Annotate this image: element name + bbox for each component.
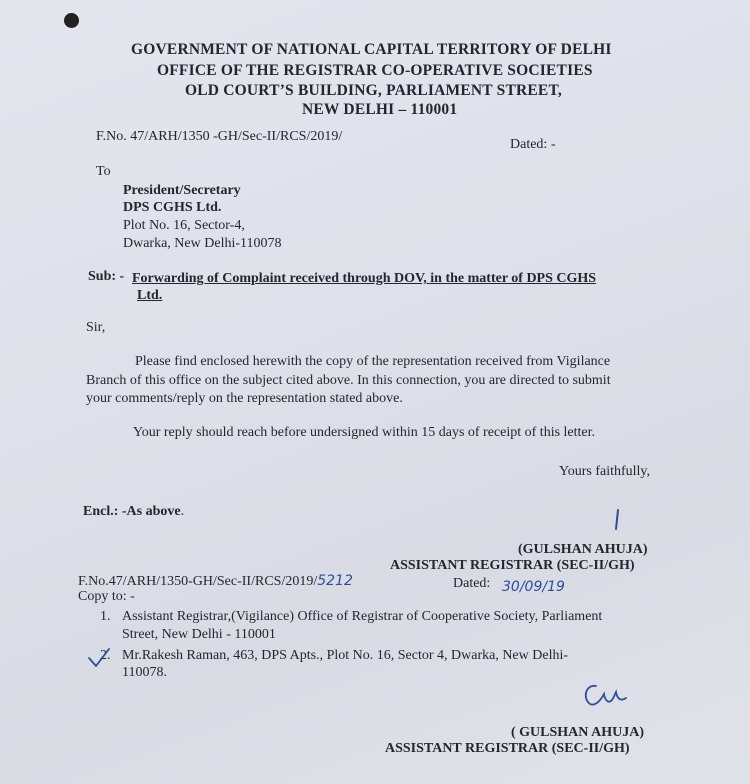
dated-field: Dated: - (510, 137, 556, 152)
subject-line-1: Forwarding of Complaint received through DOV, in the matter of DPS CGHS (132, 271, 597, 286)
copy-dated-label: Dated: (453, 576, 491, 591)
body-para1-line2: Branch of this office on the subject cited above. In this connection, you are directed to submit (86, 373, 611, 388)
copy-item-2-number: 2. (100, 648, 111, 663)
addressee-line-4: Dwarka, New Delhi-110078 (123, 236, 282, 251)
copy-file-number (78, 573, 353, 590)
header-line-3: OLD COURT’S BUILDING, PARLIAMENT STREET, (185, 82, 562, 99)
signatory2-title: ASSISTANT REGISTRAR (SEC-II/GH) (385, 741, 630, 756)
addressee-line-2: DPS CGHS Ltd. (123, 200, 222, 215)
signatory1-name: (GULSHAN AHUJA) (518, 542, 648, 557)
body-para1-line1: Please find enclosed herewith the copy of the representation received from Vigilance (135, 354, 611, 369)
header-line-1: GOVERNMENT OF NATIONAL CAPITAL TERRITORY OF DELHI (131, 41, 612, 58)
copy-item-2-line1: Mr.Rakesh Raman, 463, DPS Apts., Plot No. 16, Sector 4, Dwarka, New Delhi- (122, 648, 569, 663)
enclosure (83, 504, 184, 520)
copy-to-label: Copy to: - (78, 589, 135, 604)
enclosure-dot: . (180, 504, 185, 519)
header-line-2: OFFICE OF THE REGISTRAR CO-OPERATIVE SOCIETIES (157, 62, 593, 79)
copy-item-1-number: 1. (100, 609, 111, 624)
closing: Yours faithfully, (559, 464, 651, 479)
punch-hole (64, 13, 79, 28)
file-number: F.No. 47/ARH/1350 -GH/Sec-II/RCS/2019/ (96, 129, 343, 144)
subject-line-2: Ltd. (137, 288, 163, 303)
to-label: To (96, 164, 111, 179)
copy-item-2-line2: 110078. (122, 665, 167, 680)
signatory1-title: ASSISTANT REGISTRAR (SEC-II/GH) (390, 558, 635, 573)
copy-item-1-line1: Assistant Registrar,(Vigilance) Office of Registrar of Cooperative Society, Parliament (122, 609, 603, 624)
copy-file-number-text: F.No.47/ARH/1350-GH/Sec-II/RCS/2019/ (78, 574, 318, 589)
copy-file-number-handwritten: 5212 (317, 573, 353, 589)
body-para2: Your reply should reach before undersigned within 15 days of receipt of this letter. (133, 425, 596, 440)
enclosure-text: Encl.: -As above (83, 504, 181, 519)
signature-mark-1 (610, 508, 624, 532)
salutation: Sir, (86, 320, 106, 335)
header-line-4: NEW DELHI – 110001 (302, 101, 458, 118)
body-para1-line3: your comments/reply on the representation stated above. (86, 391, 403, 406)
addressee-line-3: Plot No. 16, Sector-4, (123, 218, 245, 233)
signature-mark-2 (580, 680, 630, 710)
addressee-line-1: President/Secretary (123, 183, 241, 198)
subject-label: Sub: - (88, 269, 125, 284)
copy-dated-handwritten: 30/09/19 (502, 579, 565, 595)
signatory2-name: ( GULSHAN AHUJA) (511, 725, 645, 740)
copy-item-1-line2: Street, New Delhi - 110001 (122, 627, 276, 642)
checkmark-icon (86, 646, 112, 670)
